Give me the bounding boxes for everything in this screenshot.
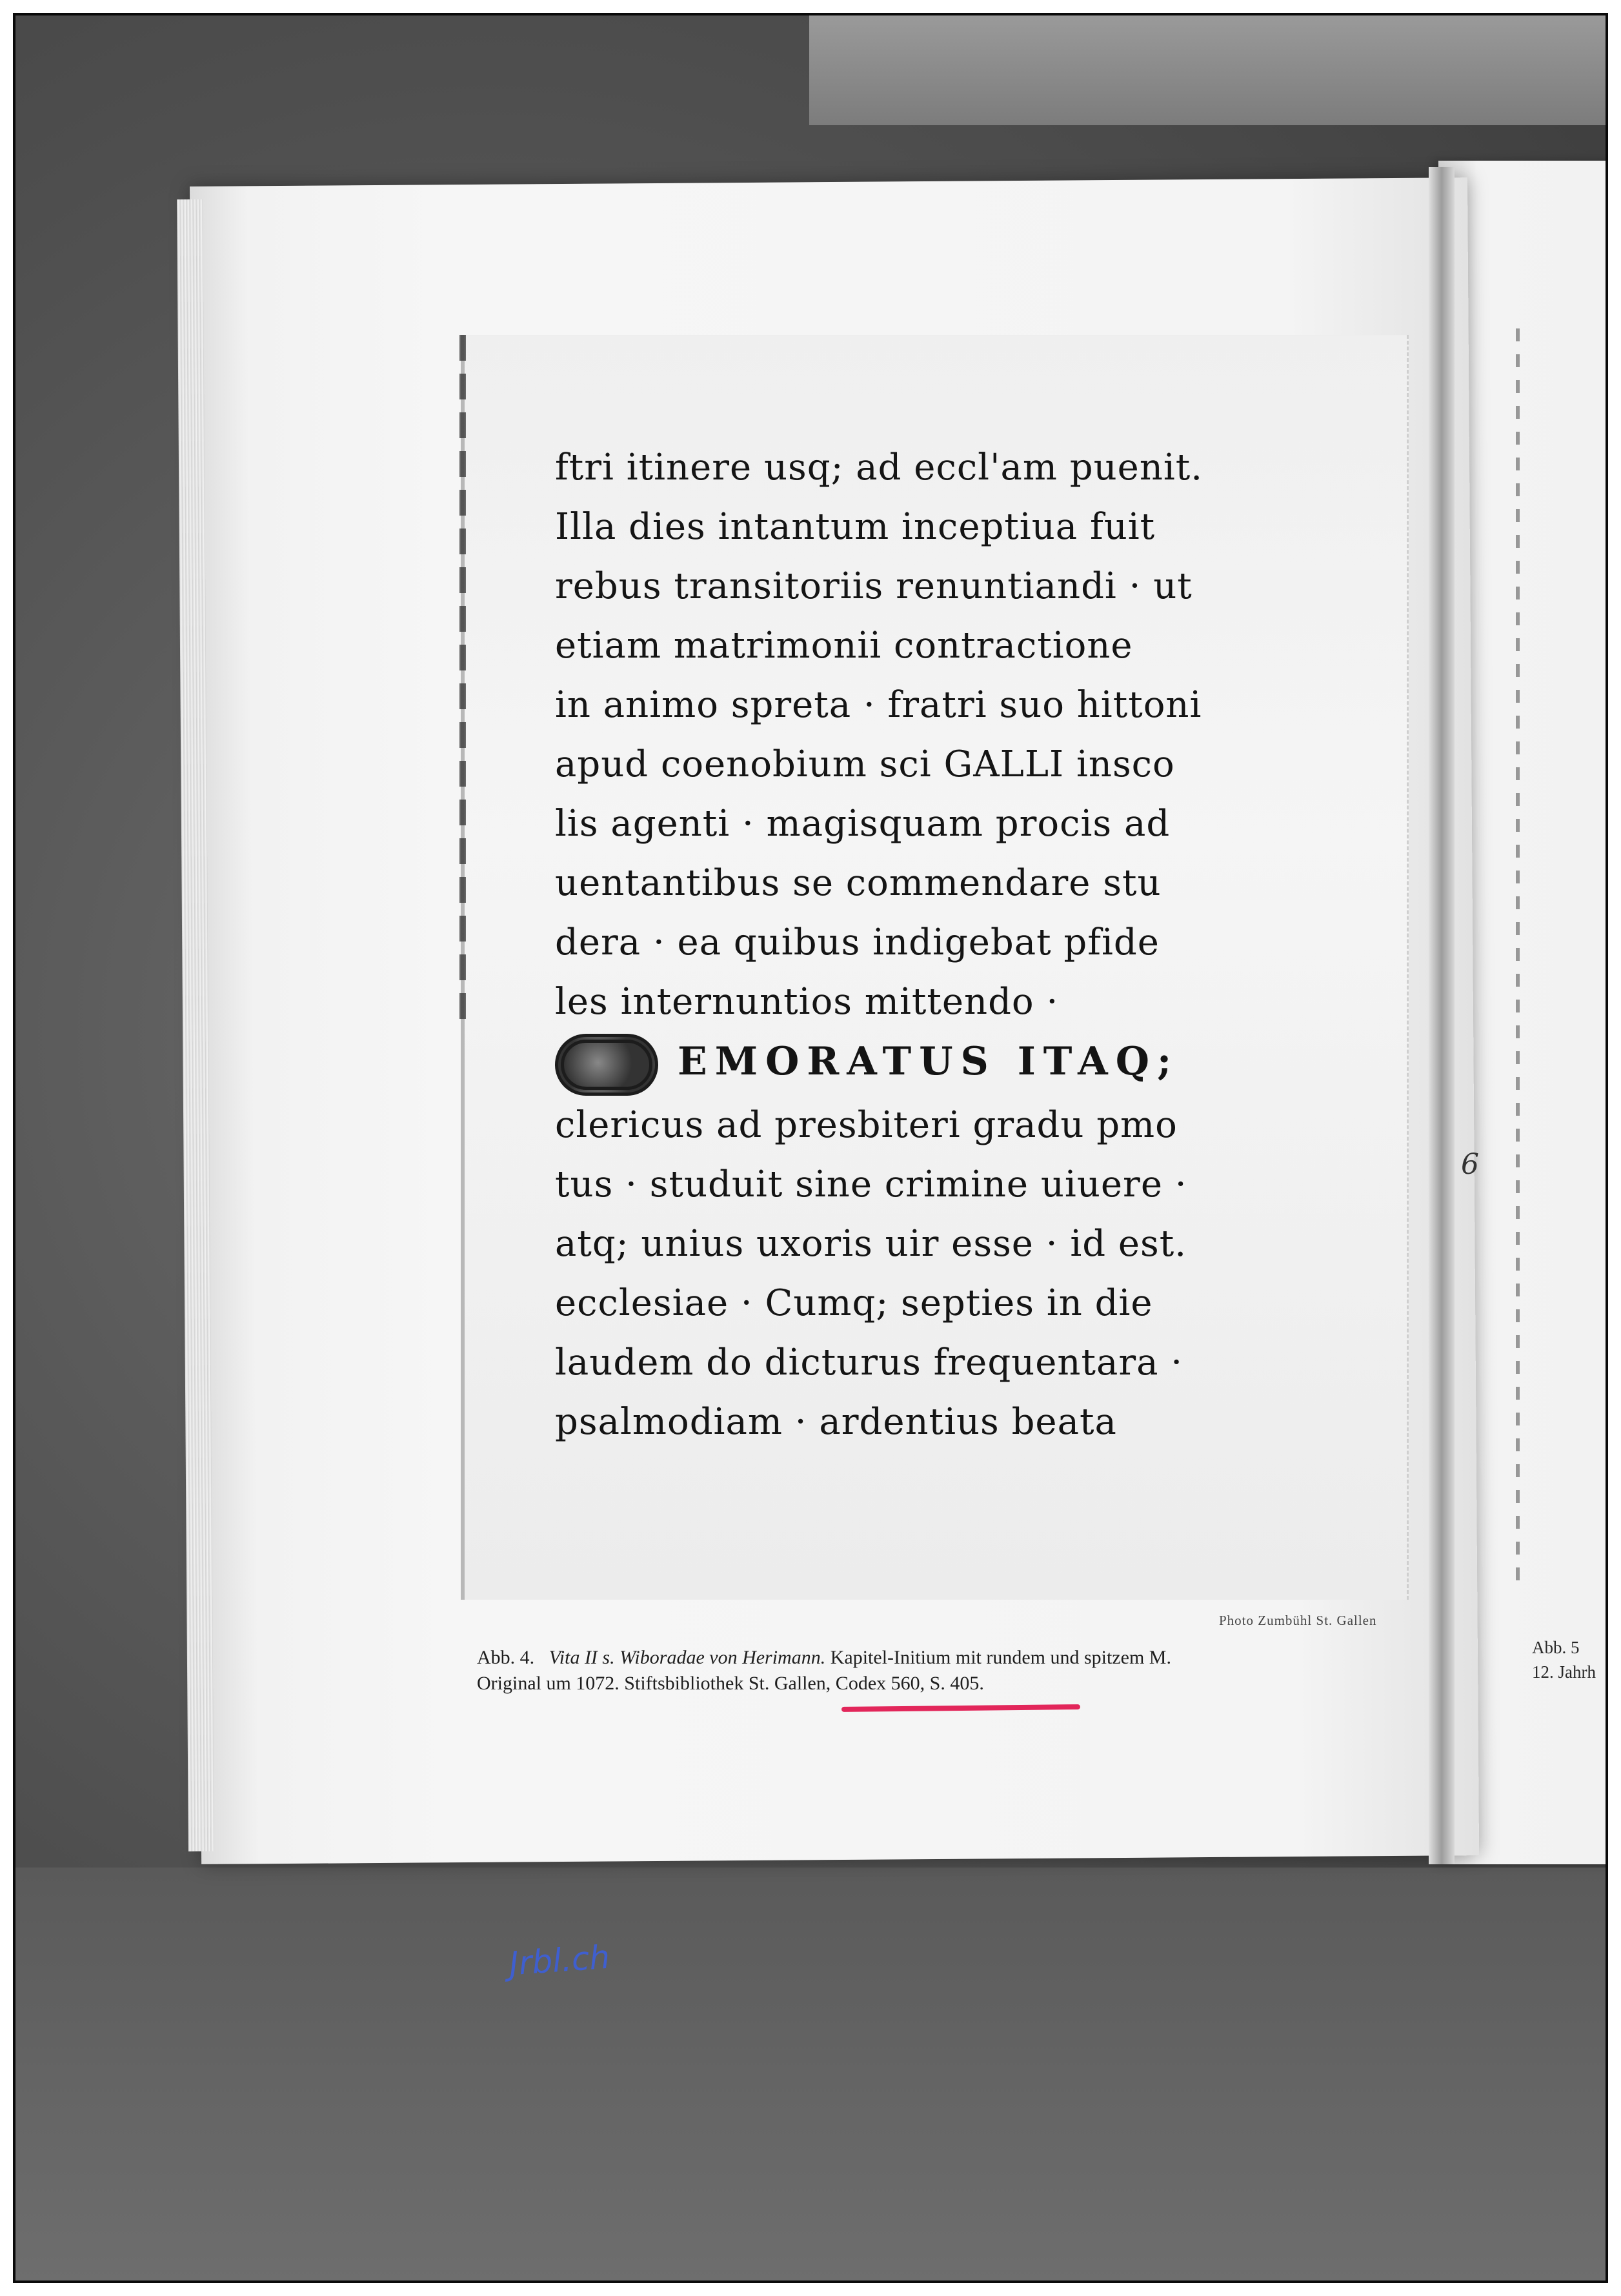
manuscript-line: uentantibus se commendare stu (555, 862, 1162, 904)
caption-description: Kapitel-Initium mit rundem und spitzem M. (825, 1647, 1171, 1668)
manuscript-line: Illa dies intantum inceptiua fuit (555, 506, 1156, 548)
caption-title: Vita II s. Wiboradae von Herimann. (549, 1647, 826, 1668)
book-gutter (1429, 167, 1455, 1864)
background-surface (809, 15, 1608, 125)
manuscript-line: atq; unius uxoris uir esse · id est. (555, 1222, 1187, 1265)
chapter-initial-line (555, 1032, 1329, 1096)
manuscript-line: etiam matrimonii contractione (555, 625, 1133, 667)
figure-caption (477, 1645, 1471, 1697)
manuscript-line: dera · ea quibus indigebat pfide (555, 921, 1160, 963)
manuscript-line: apud coenobium sci GALLI insco (555, 743, 1175, 785)
right-page-caption: Abb. 5 12. Jahrh (1532, 1638, 1596, 1682)
manuscript-line: les internuntios mittendo · (555, 981, 1059, 1023)
manuscript-line: lis agenti · magisquam procis ad (555, 803, 1171, 845)
manuscript-line: rebus transitoriis renuntiandi · ut (555, 565, 1193, 607)
manuscript-line: tus · studuit sine crimine uiuere · (555, 1163, 1187, 1205)
caption-label: Abb. 4. (477, 1647, 535, 1668)
manuscript-text (555, 438, 1329, 1452)
manuscript-line: ftri itinere usq; ad eccl'am puenit. (555, 447, 1203, 488)
handwritten-note: Jrbl.ch (508, 1938, 611, 1983)
manuscript-line: ecclesiae · Cumq; septies in die (555, 1282, 1153, 1324)
photo-credit: Photo Zumbühl St. Gallen (1219, 1613, 1377, 1628)
manuscript-line: clericus ad presbiteri gradu pmo (555, 1103, 1178, 1146)
table-surface (15, 1868, 1606, 2283)
scan-frame (13, 13, 1608, 2283)
decorated-initial-m-icon (555, 1034, 658, 1096)
initial-line-text: EMORATUS ITAQ; (678, 1039, 1180, 1084)
plate-edge (459, 335, 466, 1032)
caption-source: Original um 1072. Stiftsbibliothek St. Gallen, Codex 560, S. 405. (477, 1673, 984, 1694)
page-edges (177, 199, 214, 1851)
right-plate-edge (1516, 328, 1520, 1593)
manuscript-line: psalmodiam · ardentius beata (555, 1400, 1117, 1443)
manuscript-line: laudem do dicturus frequentara · (555, 1341, 1183, 1384)
manuscript-line: in animo spreta · fratri suo hittoni (555, 684, 1202, 726)
manuscript-plate (461, 335, 1409, 1600)
marginal-note: 6 (1461, 1148, 1479, 1181)
open-book (190, 161, 1608, 1983)
